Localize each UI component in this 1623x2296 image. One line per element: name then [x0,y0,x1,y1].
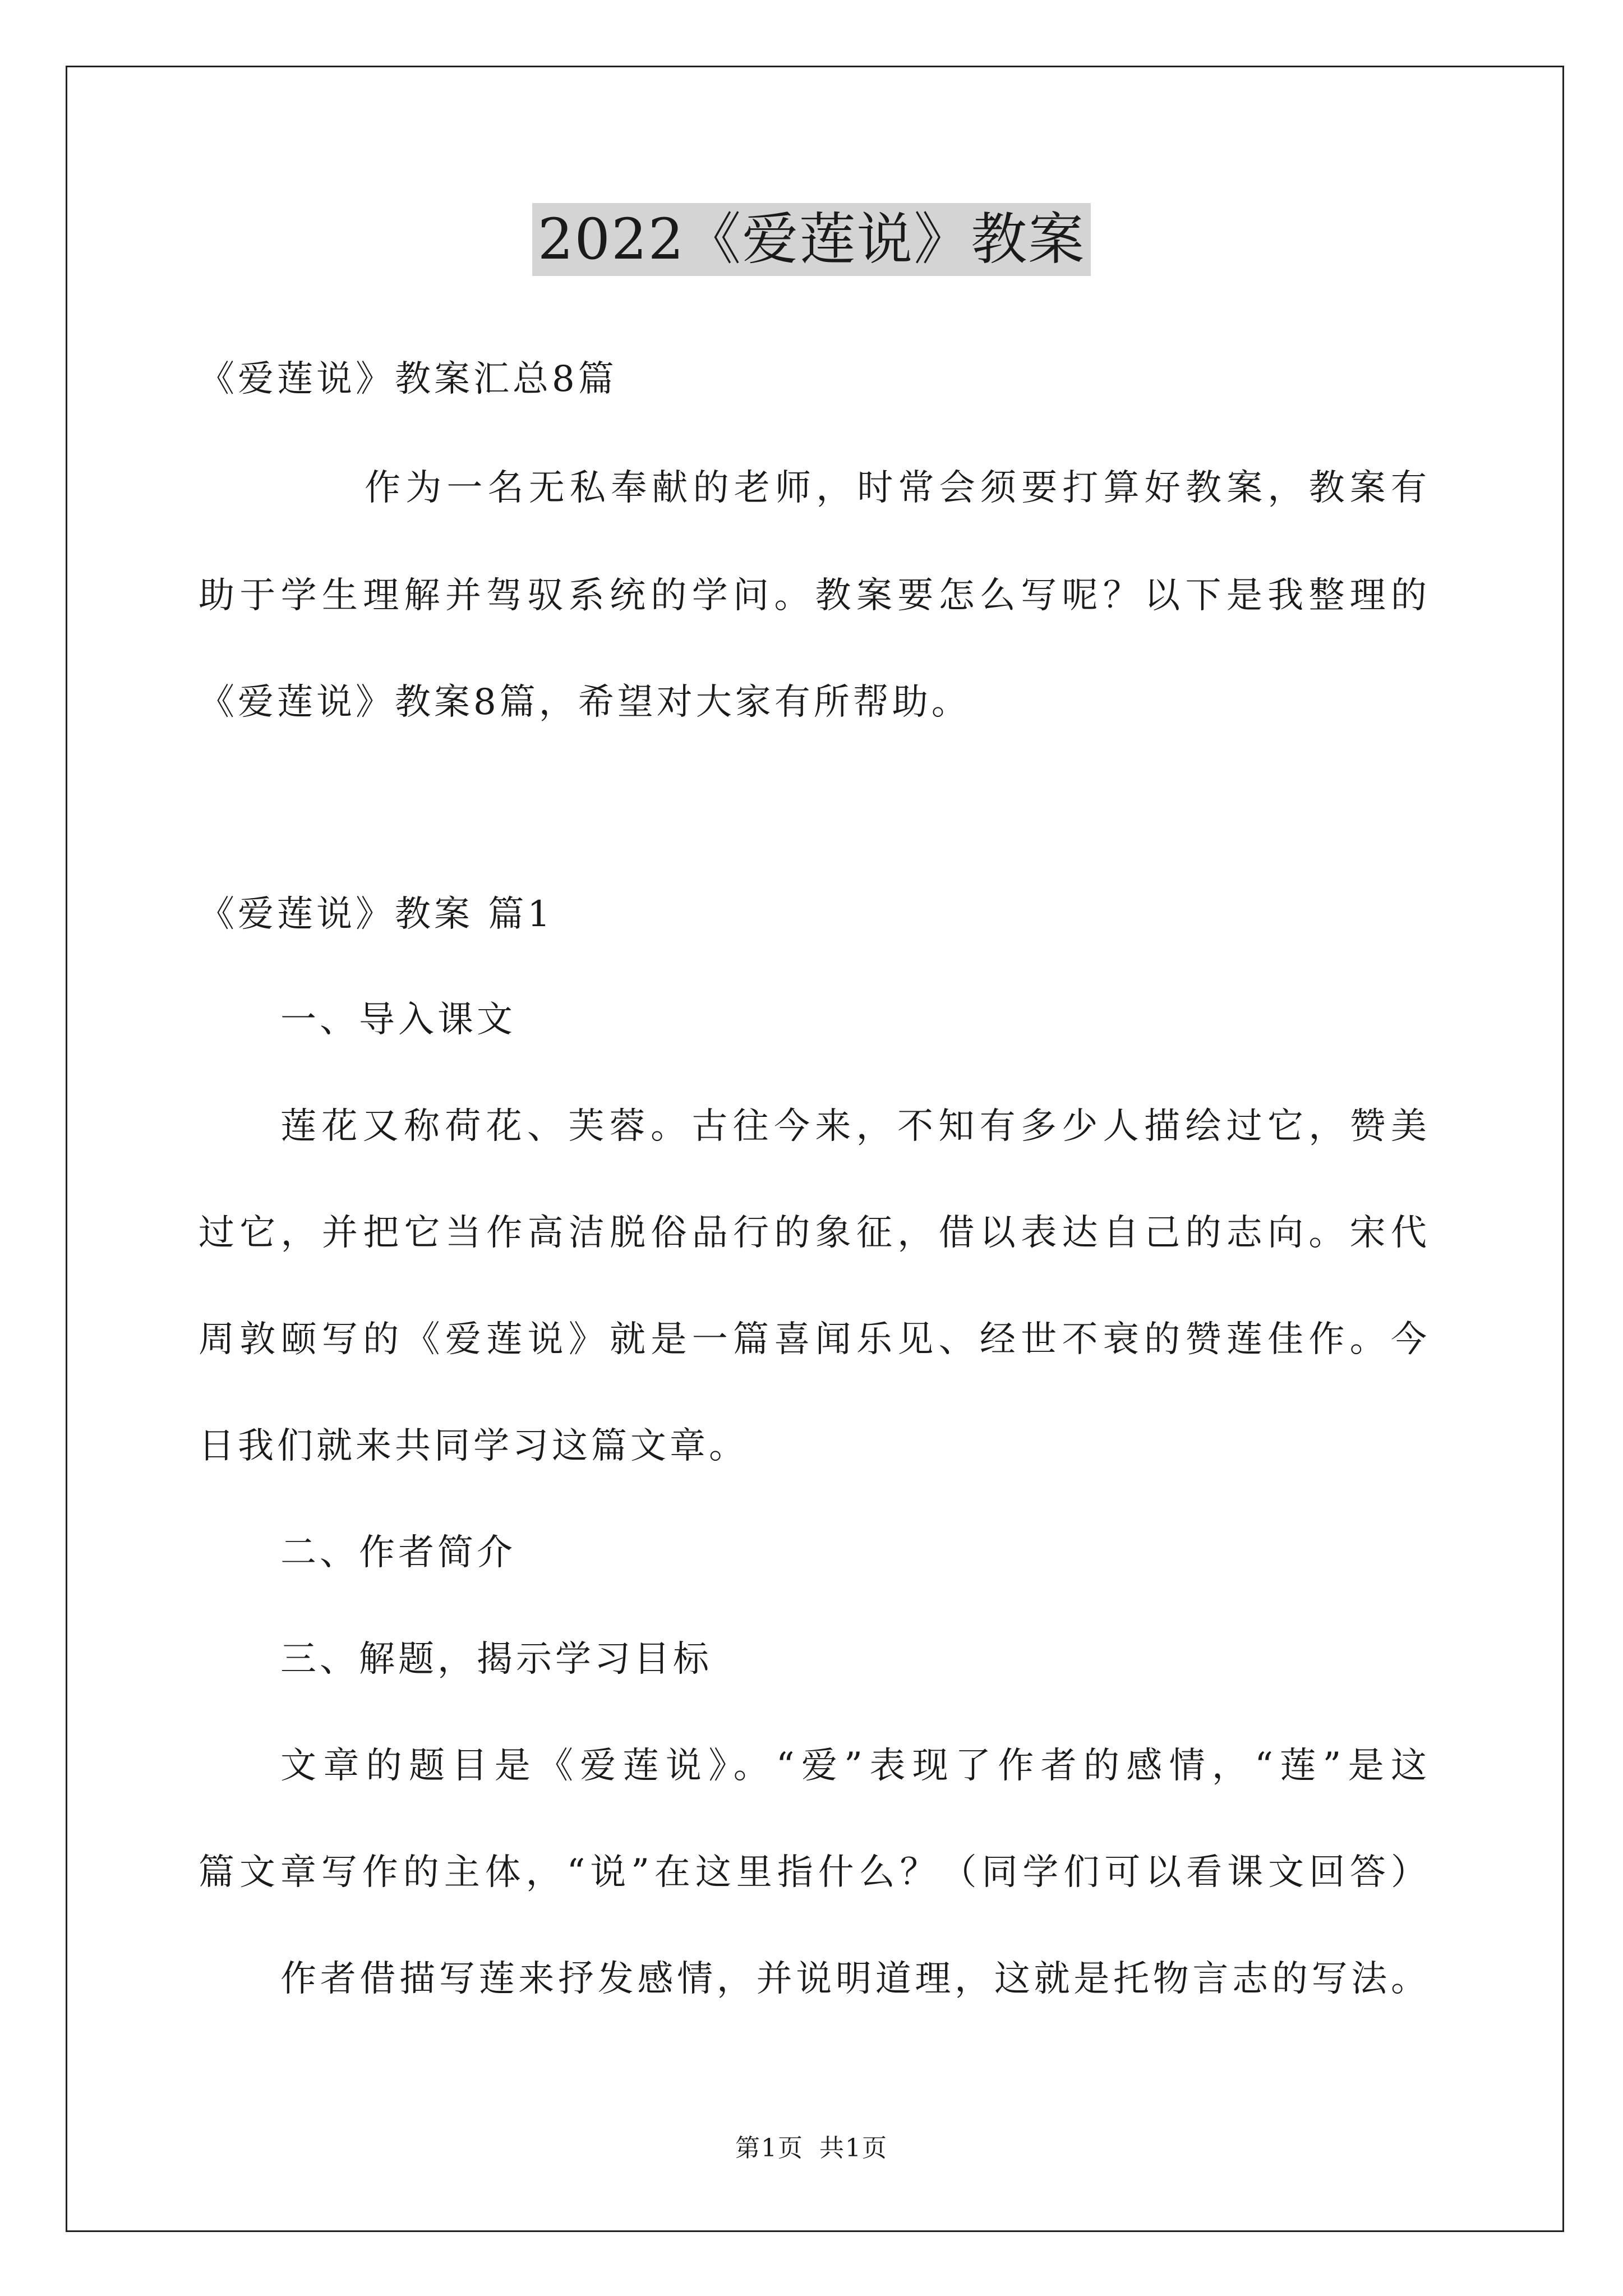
para3-line-1: 作者借描写莲来抒发感情，并说明道理，这就是托物言志的写法。 [280,1958,1427,2000]
para1-line-4: 日我们就来共同学习这篇文章。 [199,1425,748,1467]
step-2-heading: 二、作者简介 [280,1532,516,1573]
page-footer [0,2132,1623,2165]
para2-line-1: 文章的题目是《爱莲说》。“爱”表现了作者的感情，“莲”是这 [280,1745,1427,1787]
para1-line-2: 过它，并把它当作高洁脱俗品行的象征，借以表达自己的志向。宋代 [199,1212,1427,1254]
footer-page-number: 第1页 [735,2134,804,2162]
subtitle: 《爱莲说》教案汇总8篇 [199,358,617,400]
step-1-heading: 一、导入课文 [280,999,516,1041]
footer-total-pages: 共1页 [819,2134,888,2162]
intro-line-1: 作为一名无私奉献的老师，时常会须要打算好教案，教案有 [365,467,1427,509]
intro-line-2: 助于学生理解并驾驭系统的学问。教案要怎么写呢？以下是我整理的 [199,575,1427,616]
para1-line-3: 周敦颐写的《爱莲说》就是一篇喜闻乐见、经世不衰的赞莲佳作。今 [199,1319,1427,1360]
para1-line-1: 莲花又称荷花、芙蓉。古往今来，不知有多少人描绘过它，赞美 [280,1106,1427,1147]
document-title: 2022《爱莲说》教案 [532,203,1091,276]
section-heading: 《爱莲说》教案 篇1 [199,894,554,935]
intro-line-3: 《爱莲说》教案8篇，希望对大家有所帮助。 [199,682,971,723]
para2-line-2: 篇文章写作的主体，“说”在这里指什么？（同学们可以看课文回答） [199,1852,1427,1893]
title-container [0,203,1623,276]
step-3-heading: 三、解题，揭示学习目标 [280,1639,712,1680]
